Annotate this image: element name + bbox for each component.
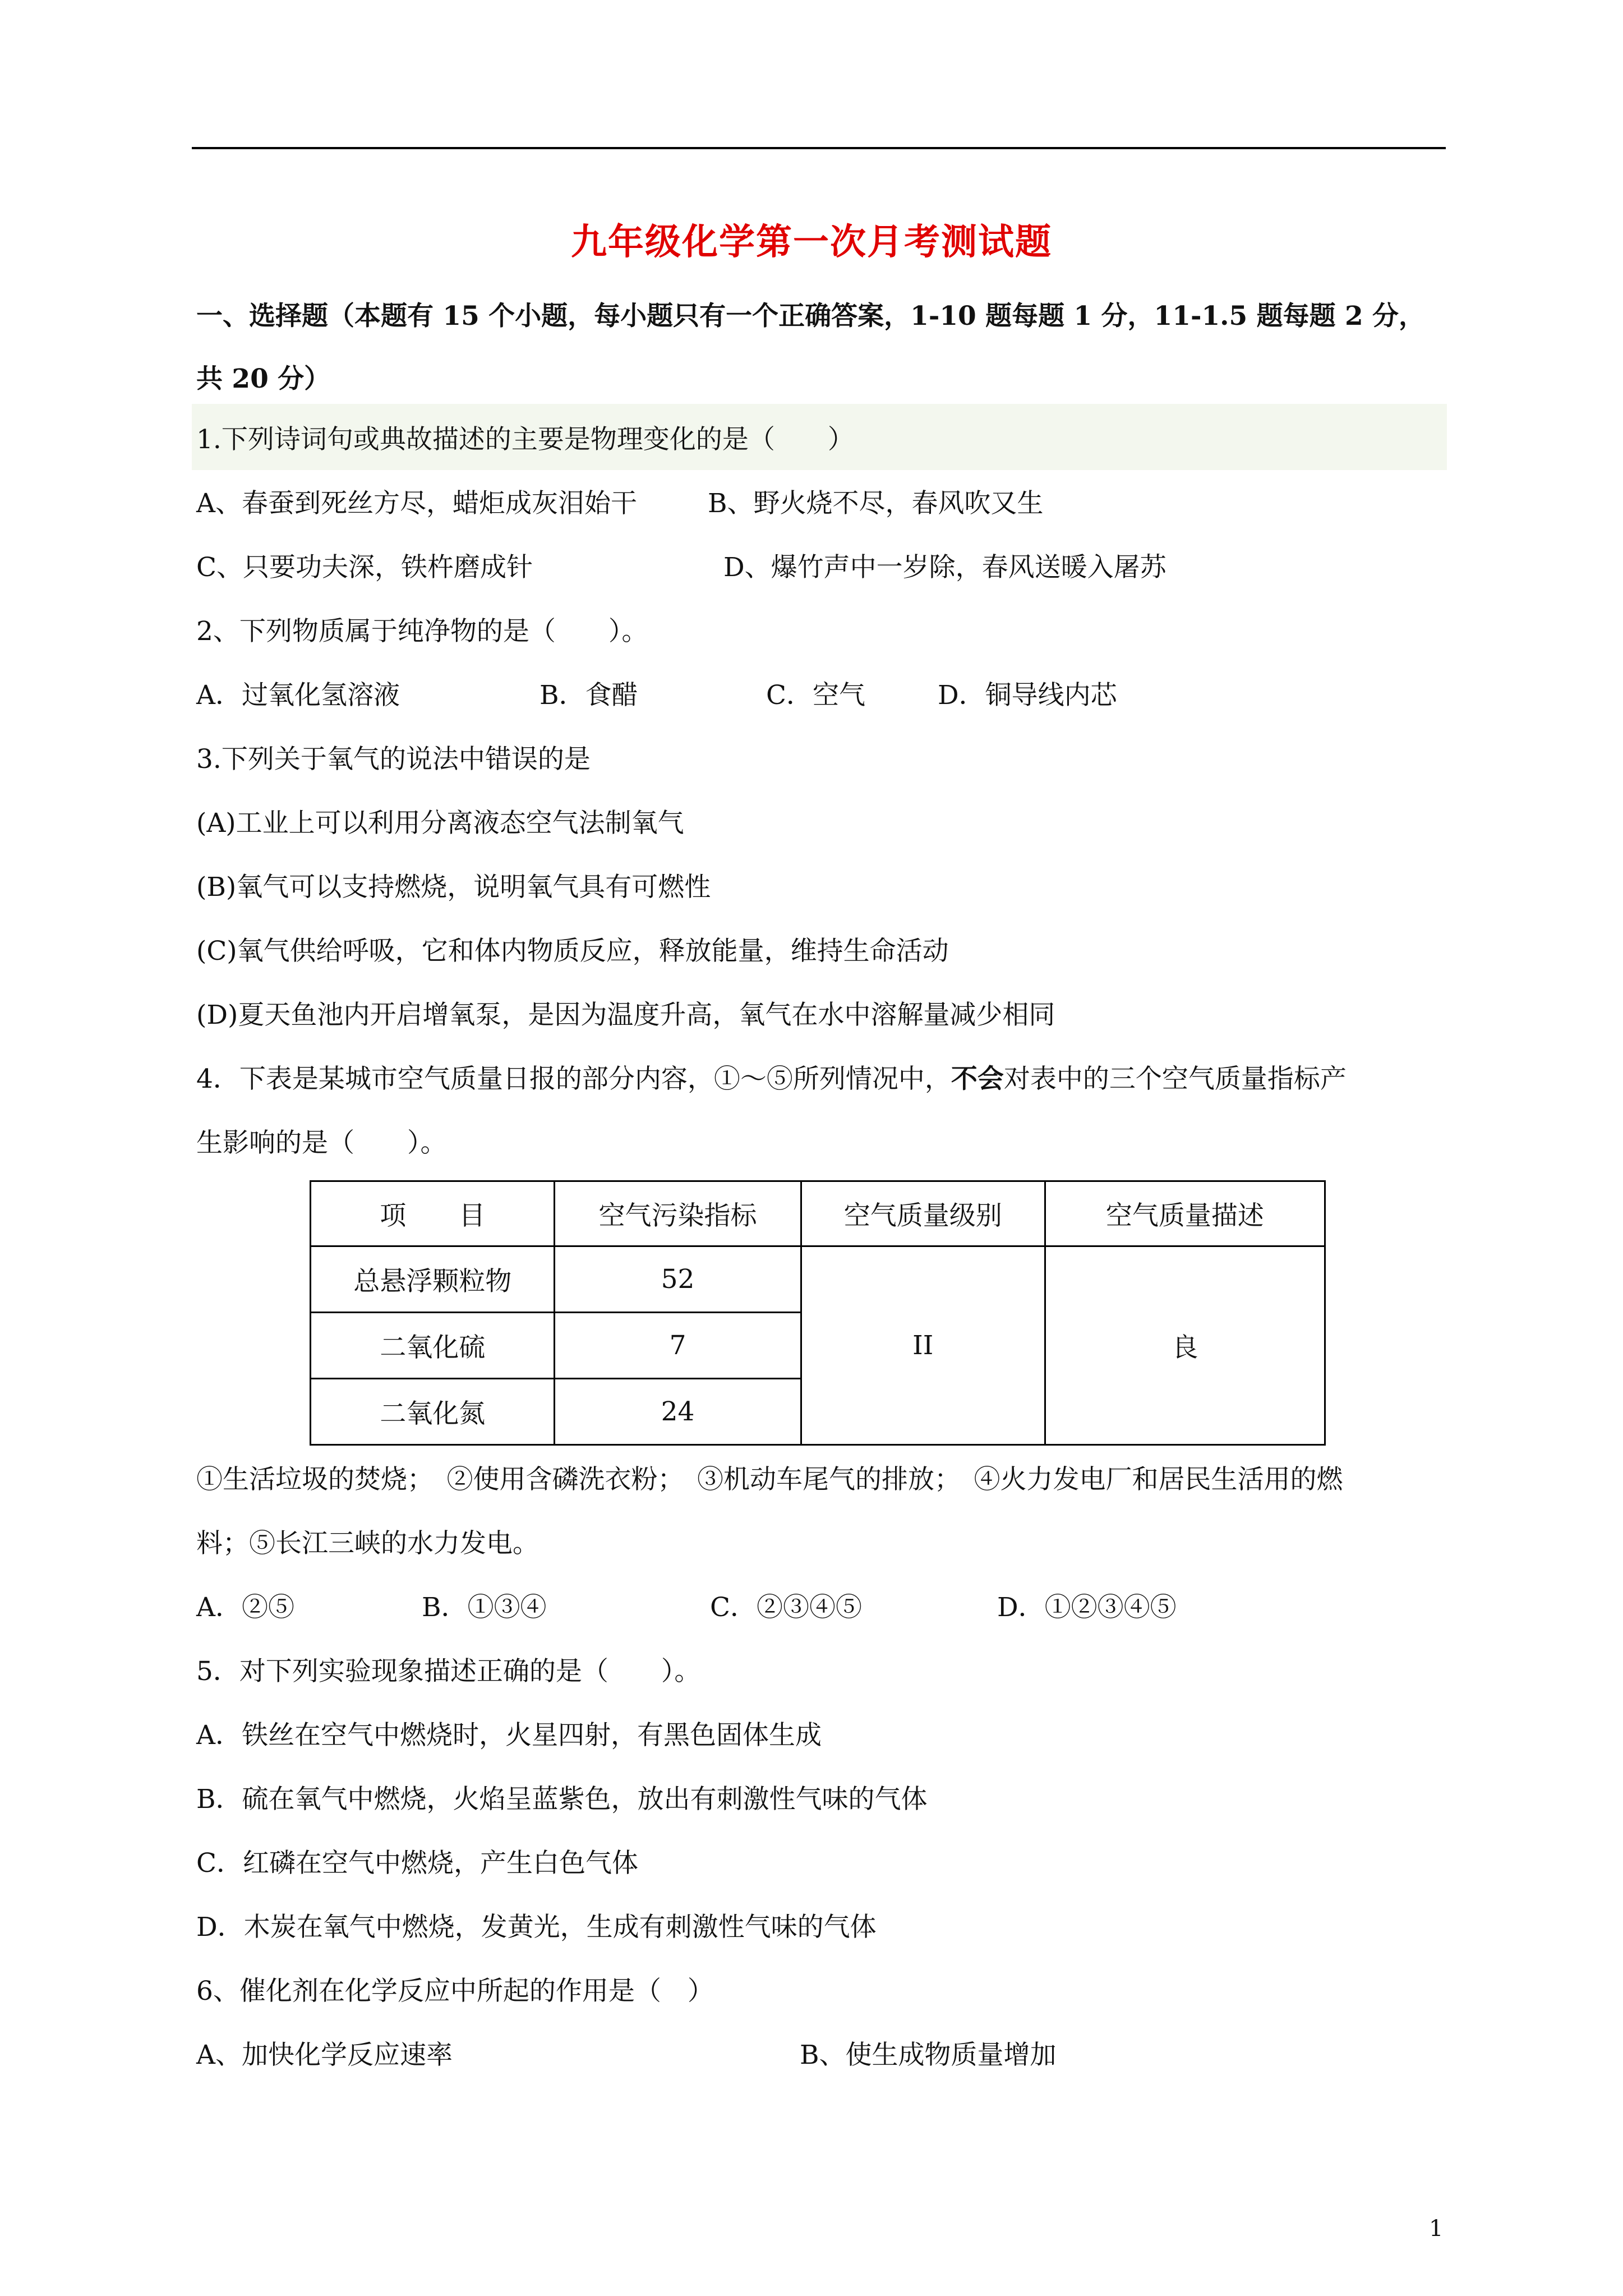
question3-option-d: (D)夏天鱼池内开启增氧泵，是因为温度升高，氧气在水中溶解量减少相同 <box>196 1000 1055 1030</box>
page-title: 九年级化学第一次月考测试题 <box>571 221 1052 263</box>
page-number: 1 <box>1429 2216 1444 2242</box>
table-cell-description: 良 <box>1045 1246 1325 1445</box>
table-cell-index: 7 <box>555 1313 801 1379</box>
table-cell-item: 二氧化硫 <box>311 1313 555 1379</box>
question2-option-d: D．铜导线内芯 <box>938 680 1117 711</box>
question4-situations-line1: ①生活垃圾的焚烧； ②使用含磷洗衣粉； ③机动车尾气的排放； ④火力发电厂和居民生活用的燃 <box>196 1464 1343 1495</box>
table-header-cell: 空气污染指标 <box>555 1181 801 1246</box>
question3-option-a: (A)工业上可以利用分离液态空气法制氧气 <box>196 808 684 839</box>
question5-option-a: A．铁丝在空气中燃烧时，火星四射，有黑色固体生成 <box>196 1720 822 1751</box>
question4-situations-line2: 料；⑤长江三峡的水力发电。 <box>196 1528 539 1559</box>
question2-option-b: B．食醋 <box>540 680 638 711</box>
question1-option-a: A、春蚕到死丝方尽，蜡炬成灰泪始干 <box>196 488 637 519</box>
question1-stem: 1.下列诗词句或典故描述的主要是物理变化的是（ ） <box>196 424 854 455</box>
question1-option-b: B、野火烧不尽，春风吹又生 <box>708 488 1044 519</box>
table-header-cell: 项 目 <box>311 1181 555 1246</box>
table-cell-item: 总悬浮颗粒物 <box>311 1246 555 1313</box>
table-header-row <box>311 1181 1325 1246</box>
question4-option-c: C．②③④⑤ <box>710 1592 862 1623</box>
question5-stem: 5．对下列实验现象描述正确的是（ ）。 <box>196 1656 701 1687</box>
question5-option-d: D．木炭在氧气中燃烧，发黄光，生成有刺激性气味的气体 <box>196 1912 877 1943</box>
question4-stem-pre: 4．下表是某城市空气质量日报的部分内容，①～⑤所列情况中， <box>196 1064 951 1094</box>
table-row <box>311 1246 1325 1313</box>
question5-option-c: C．红磷在空气中燃烧，产生白色气体 <box>196 1848 638 1879</box>
question6-option-a: A、加快化学反应速率 <box>196 2040 453 2070</box>
question3-option-b: (B)氧气可以支持燃烧，说明氧气具有可燃性 <box>196 872 711 903</box>
table-cell-item: 二氧化氮 <box>311 1379 555 1445</box>
question2-stem: 2、下列物质属于纯净物的是（ ）。 <box>196 616 648 647</box>
question4-option-a: A．②⑤ <box>196 1592 294 1623</box>
section-heading-line2: 共 20 分） <box>196 364 331 394</box>
question1-option-d: D、爆竹声中一岁除，春风送暖入屠苏 <box>723 552 1166 583</box>
question3-option-c: (C)氧气供给呼吸，它和体内物质反应，释放能量，维持生命活动 <box>196 936 949 967</box>
question6-option-b: B、使生成物质量增加 <box>800 2040 1057 2070</box>
table-cell-index: 24 <box>555 1379 801 1445</box>
question1-option-c: C、只要功夫深，铁杵磨成针 <box>196 552 533 583</box>
table-header-cell: 空气质量描述 <box>1045 1181 1325 1246</box>
air-quality-table <box>310 1180 1326 1446</box>
section-heading-line1: 一、选择题（本题有 15 个小题，每小题只有一个正确答案，1-10 题每题 1 分，11-1.5 题每题 2 分， <box>196 301 1426 332</box>
question4-stem-line2: 生影响的是（ ）。 <box>196 1128 447 1158</box>
question4-stem-line1 <box>196 1066 1347 1092</box>
table-cell-level: II <box>801 1246 1045 1445</box>
question2-option-a: A．过氧化氢溶液 <box>196 680 400 711</box>
question4-stem-post: 对表中的三个空气质量指标产 <box>1003 1064 1347 1094</box>
question5-option-b: B．硫在氧气中燃烧，火焰呈蓝紫色，放出有刺激性气味的气体 <box>196 1784 928 1815</box>
question4-stem-emphasis: 不会 <box>951 1064 1004 1094</box>
question3-stem: 3.下列关于氧气的说法中错误的是 <box>196 744 591 775</box>
question2-option-c: C．空气 <box>766 680 865 711</box>
question4-option-d: D．①②③④⑤ <box>997 1592 1177 1623</box>
header-rule <box>192 147 1446 149</box>
question4-option-b: B．①③④ <box>422 1592 547 1623</box>
table-header-cell: 空气质量级别 <box>801 1181 1045 1246</box>
table-cell-index: 52 <box>555 1246 801 1313</box>
question6-stem: 6、催化剂在化学反应中所起的作用是（ ） <box>196 1976 714 2007</box>
